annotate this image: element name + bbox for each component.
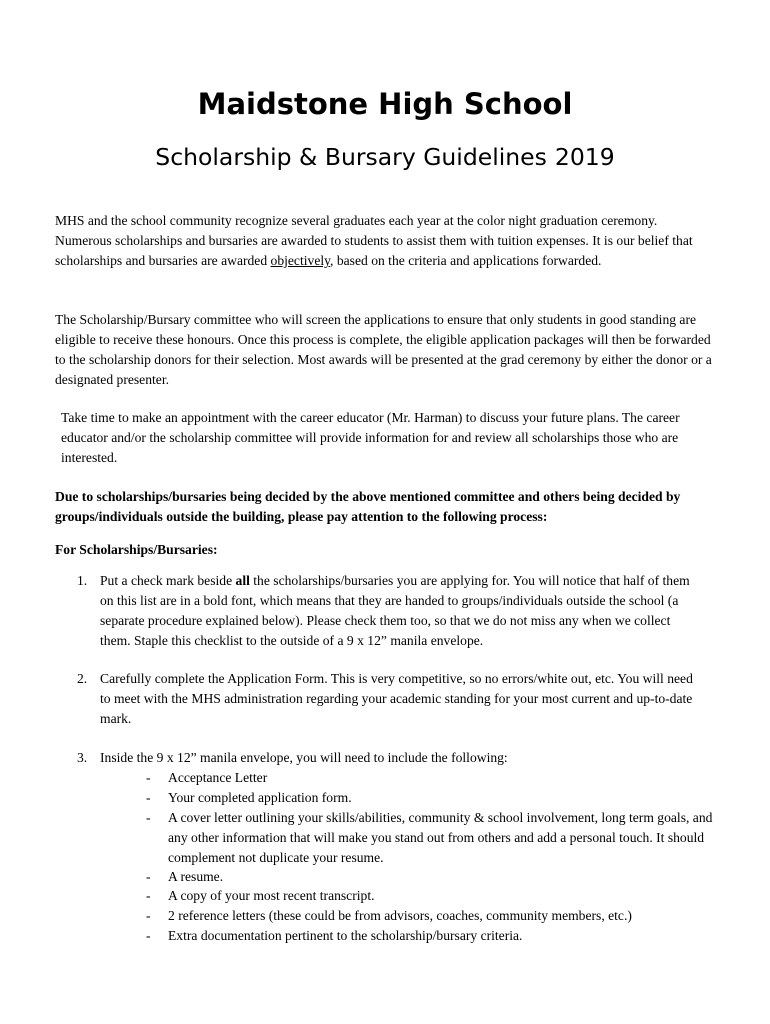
step-1-text [100, 571, 700, 651]
step-2-text: Carefully complete the Application Form. This is very competitive, so no errors/white out, etc. You will need to meet with the MHS administration regarding your academic standing for your most current and up-to-date mark. [100, 671, 693, 726]
step-1-bold: all [235, 573, 250, 588]
step-3-number: 3. [77, 750, 88, 765]
step-3-text: Inside the 9 x 12” manila envelope, you will need to include the following: [100, 750, 508, 765]
intro-paragraph-1 [55, 211, 710, 271]
subtitle-year: 2019 [554, 143, 615, 171]
intro-paragraph-3: Take time to make an appointment with the career educator (Mr. Harman) to discuss your future plans. The career educator and/or the scholarship committee will provide information for and review all scholarships those who are interested. [61, 410, 680, 465]
checklist-item: Extra documentation pertinent to the scholarship/bursary criteria. [168, 928, 523, 943]
checklist-item: A resume. [168, 869, 224, 884]
checklist-dash: - [146, 790, 151, 805]
checklist-item: A cover letter outlining your skills/abilities, community & school involvement, long term goals, and any other information that will make you stand out from others and add a personal touch. It should complement not duplicate your resume. [168, 810, 713, 865]
intro-p1-text-before: MHS and the school community recognize several graduates each year at the color night graduation ceremony. Numerous scholarships and bursaries are awarded to students to assist them with tuition expenses. It is our belief that scholarships and bursaries are awarded [55, 213, 693, 268]
subtitle-text: Scholarship & Bursary Guidelines [155, 143, 547, 171]
page-subtitle [0, 141, 770, 173]
checklist-item: Your completed application form. [168, 790, 352, 805]
checklist-dash: - [146, 928, 151, 943]
checklist-item: A copy of your most recent transcript. [168, 888, 375, 903]
step-1-text-after: the scholarships/bursaries you are applying for. You will notice that half of them on this list are in a bold font, which means that they are handed to groups/individuals outside the school (a separate procedure explained below). Please check them too, so that we do not miss any when we collect them. Staple this checklist to the outside of a 9 x 12” manila envelope. [100, 573, 690, 648]
page-title: Maidstone High School [197, 87, 573, 121]
intro-p1-underlined: objectively [270, 253, 331, 268]
checklist-dash: - [146, 908, 151, 923]
checklist-dash: - [146, 810, 151, 825]
step-1-number: 1. [77, 573, 88, 588]
checklist-item: 2 reference letters (these could be from advisors, coaches, community members, etc.) [168, 908, 632, 923]
section-heading: For Scholarships/Bursaries: [55, 542, 218, 557]
step-1-text-before: Put a check mark beside [100, 573, 236, 588]
checklist-item: Acceptance Letter [168, 770, 268, 785]
step-2-number: 2. [77, 671, 88, 686]
checklist-dash: - [146, 770, 151, 785]
checklist-dash: - [146, 888, 151, 903]
checklist-dash: - [146, 869, 151, 884]
process-notice: Due to scholarships/bursaries being decided by the above mentioned committee and others being decided by groups/individuals outside the building, please pay attention to the following process: [55, 489, 681, 524]
intro-p1-text-after: , based on the criteria and applications forwarded. [330, 253, 602, 268]
intro-paragraph-2: The Scholarship/Bursary committee who will screen the applications to ensure that only students in good standing are eligible to receive these honours. Once this process is complete, the eligible application packages will then be forwarded to the scholarship donors for their selection. Most awards will be presented at the grad ceremony by either the donor or a designated presenter. [55, 312, 712, 387]
